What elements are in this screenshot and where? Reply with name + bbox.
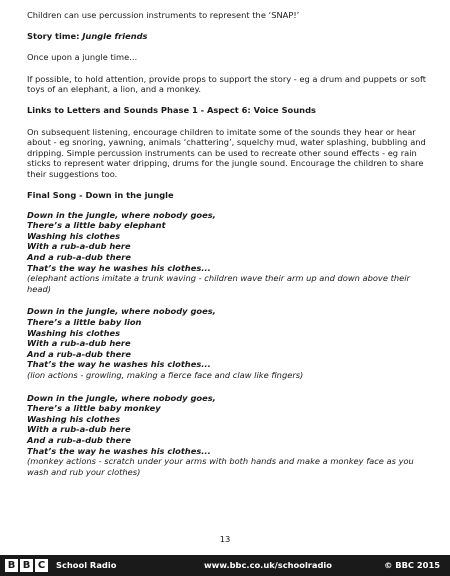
intro-text: Children can use percussion instruments to represent the ‘SNAP!’: [27, 10, 300, 20]
links-body: On subsequent listening, encourage children to imitate some of the sounds they hear or hear about - eg snoring, yawning, animals ‘chattering’, squelchy mud, water splashing, bubbling and dripping. Simple percussion instruments can be used to recreate other sound effects - eg rain sticks to represent water dripping, drums for the jungle sound. Encourage the children to share their suggestions too.: [27, 126, 426, 179]
song-line: Down in the jungle, where nobody goes,: [27, 209, 216, 220]
story-heading: [27, 31, 427, 42]
logo-letter: B: [5, 559, 18, 572]
song-line: Down in the jungle, where nobody goes,: [27, 392, 216, 403]
story-heading-prefix: Story time:: [27, 31, 83, 42]
song-line: With a rub-a-dub here: [27, 424, 131, 435]
story-heading-title: Jungle friends: [82, 31, 148, 42]
verse-actions: (monkey actions - scratch under your arms with both hands and make a monkey face as you wash and rub your clothes): [27, 456, 414, 477]
footer-url-link[interactable]: www.bbc.co.uk/schoolradio: [204, 560, 332, 570]
song-line: With a rub-a-dub here: [27, 241, 131, 252]
song-line: Washing his clothes: [27, 327, 121, 338]
song-line: And a rub-a-dub there: [27, 252, 131, 263]
song-line: Washing his clothes: [27, 413, 121, 424]
song-line: There’s a little baby monkey: [27, 403, 161, 414]
verse-actions: (lion actions - growling, making a fierce face and claw like fingers): [27, 370, 304, 380]
song-line: With a rub-a-dub here: [27, 338, 131, 349]
verse-elephant: [27, 210, 427, 295]
logo-letter: B: [20, 559, 33, 572]
document-body: [27, 10, 427, 477]
song-line: Down in the jungle, where nobody goes,: [27, 306, 216, 317]
song-line: And a rub-a-dub there: [27, 434, 131, 445]
footer-brand: School Radio: [56, 560, 117, 570]
final-song-heading: Final Song - Down in the jungle: [27, 190, 174, 201]
song-line: That’s the way he washes his clothes...: [27, 445, 211, 456]
bbc-logo: [5, 559, 48, 572]
story-props: If possible, to hold attention, provide props to support the story - eg a drum and puppets or soft toys of an elephant, a lion, and a monkey.: [27, 73, 426, 95]
story-opening: Once upon a jungle time...: [27, 52, 138, 63]
footer-copyright: © BBC 2015: [384, 560, 440, 570]
links-heading: Links to Letters and Sounds Phase 1 - Aspect 6: Voice Sounds: [27, 105, 316, 116]
song-line: That’s the way he washes his clothes...: [27, 359, 211, 370]
song-line: There’s a little baby lion: [27, 317, 142, 328]
song-line: That’s the way he washes his clothes...: [27, 262, 211, 273]
song-line: And a rub-a-dub there: [27, 348, 131, 359]
footer-bar: [0, 555, 450, 576]
logo-letter: C: [35, 559, 48, 572]
verse-monkey: [27, 393, 427, 478]
verse-lion: [27, 306, 427, 380]
verse-actions: (elephant actions imitate a trunk waving - children wave their arm up and down above their head): [27, 273, 410, 294]
page-number: 13: [219, 534, 231, 544]
song-line: There’s a little baby elephant: [27, 220, 166, 231]
song-line: Washing his clothes: [27, 230, 121, 241]
